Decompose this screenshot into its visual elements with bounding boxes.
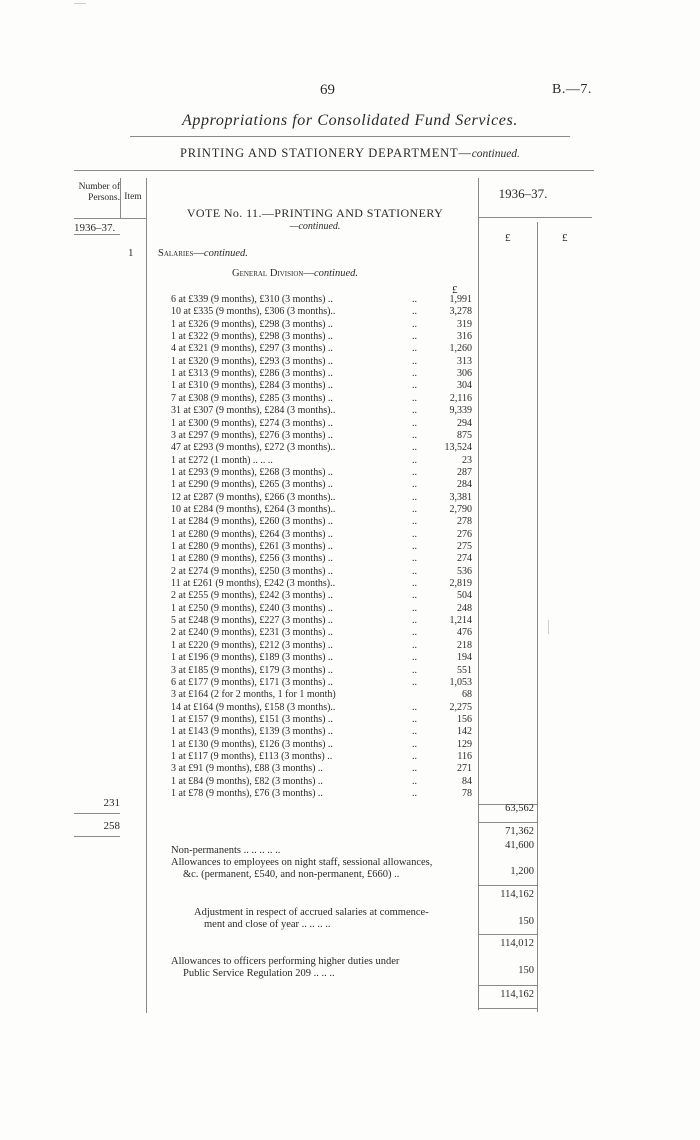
salary-row-description: 1 at £300 (9 months), £274 (3 months) .. [171,418,333,429]
salary-row-description: 1 at £117 (9 months), £113 (3 months) .. [171,751,333,762]
salary-row-leader: .. [412,652,417,663]
salary-row-amount: 156 [457,714,472,725]
salary-row-description: 1 at £280 (9 months), £256 (3 months) .. [171,553,333,564]
final-total-rule [478,985,537,986]
salary-row-leader: .. [412,726,417,737]
salary-row-amount: 2,790 [449,504,472,515]
salary-row-leader: .. [412,627,417,638]
division-continued: continued. [313,268,358,279]
salary-row-amount: 3,278 [449,306,472,317]
salary-row-description: 3 at £297 (9 months), £276 (3 months) .. [171,430,333,441]
salary-row-description: 4 at £321 (9 months), £297 (3 months) .. [171,343,333,354]
salary-row-leader: .. [412,529,417,540]
persons-year-rule [74,234,120,235]
higher-duties-amount: 150 [518,965,534,976]
title-rule [130,136,570,137]
salary-row-amount: 9,339 [449,405,472,416]
salary-row-amount: 278 [457,516,472,527]
salary-row-amount: 3,381 [449,492,472,503]
salary-row-leader: .. [412,479,417,490]
final-total-bottom-rule [478,1008,537,1009]
item-number: 1 [128,247,134,259]
allowances-line-2: &c. (permanent, £540, and non-permanent, £660) .. [183,869,400,880]
vote-heading [150,207,480,233]
salary-row-description: 5 at £248 (9 months), £227 (3 months) .. [171,615,333,626]
salary-row-amount: 275 [457,541,472,552]
item-column-header: Item [124,192,142,202]
salary-row-amount: 476 [457,627,472,638]
salary-row-leader: .. [412,553,417,564]
running-total-1: 71,362 [505,826,534,837]
salary-row-leader: .. [412,665,417,676]
salary-row-leader: .. [412,368,417,379]
year-column-header: 1936–37. [498,186,548,201]
division-label: General Division— [232,268,314,279]
currency-symbol-col2: £ [562,232,568,244]
salary-row-amount: 287 [457,467,472,478]
salary-row-description: 1 at £220 (9 months), £212 (3 months) .. [171,640,333,651]
adjustment-line-1: Adjustment in respect of accrued salaries at commence- [194,907,429,918]
total-rule-2 [478,885,537,886]
salary-row-leader: .. [412,578,417,589]
salary-row-leader: .. [412,615,417,626]
salary-row-leader: .. [412,319,417,330]
salaries-continued: continued. [203,248,248,259]
vote-continued: —continued. [289,221,341,232]
header-top-rule [74,170,594,171]
item-desc-divider [146,178,147,1013]
department-continued: continued. [471,148,520,160]
document-reference: B.—7. [552,82,592,97]
allowances-amount: 1,200 [510,866,534,877]
total-rule-3 [478,934,537,935]
salary-row-leader: .. [412,343,417,354]
final-total: 114,162 [500,989,534,1000]
salary-row-description: 2 at £274 (9 months), £250 (3 months) .. [171,566,333,577]
salary-row-description: 1 at £78 (9 months), £76 (3 months) .. [171,788,323,799]
salary-row-amount: 313 [457,356,472,367]
persons-header-rule [74,218,146,219]
persons-column-header: Number of Persons. [78,182,120,203]
salary-row-leader: .. [412,566,417,577]
salary-row-description: 3 at £164 (2 for 2 months, 1 for 1 month) [171,689,336,700]
salary-row-amount: 218 [457,640,472,651]
salary-row-leader: .. [412,492,417,503]
salary-row-amount: 276 [457,529,472,540]
persons-total: 258 [103,820,120,832]
salary-row-amount: 68 [462,689,472,700]
year-header-rule [478,217,592,218]
adjustment-amount: 150 [518,916,534,927]
salary-row-description: 3 at £91 (9 months), £88 (3 months) .. [171,763,323,774]
salary-row-leader: .. [412,306,417,317]
running-total-2: 114,162 [500,889,534,900]
salary-row-amount: 306 [457,368,472,379]
allowances-line-1: Allowances to employees on night staff, sessional allowances, [171,857,433,868]
salary-row-leader: .. [412,455,417,466]
salary-row-amount: 142 [457,726,472,737]
salary-row-amount: 116 [457,751,472,762]
page-number: 69 [320,82,335,98]
total-rule-1 [478,822,537,823]
salary-row-amount: 294 [457,418,472,429]
salary-row-amount: 248 [457,603,472,614]
salary-row-description: 1 at £320 (9 months), £293 (3 months) .. [171,356,333,367]
salary-row-description: 2 at £255 (9 months), £242 (3 months) .. [171,590,333,601]
salary-row-leader: .. [412,640,417,651]
salary-row-leader: .. [412,380,417,391]
salary-row-description: 12 at £287 (9 months), £266 (3 months).. [171,492,336,503]
salary-row-description: 6 at £339 (9 months), £310 (3 months) .. [171,294,333,305]
salary-row-amount: 2,819 [449,578,472,589]
salary-row-leader: .. [412,516,417,527]
currency-symbol-col1: £ [505,232,511,244]
salary-row-leader: .. [412,751,417,762]
salary-row-description: 1 at £310 (9 months), £284 (3 months) .. [171,380,333,391]
salary-row-description: 1 at £272 (1 month) .. .. .. [171,455,273,466]
salary-row-leader: .. [412,788,417,799]
non-permanents-label: Non-permanents .. .. .. .. .. [171,845,281,856]
salary-row-description: 1 at £250 (9 months), £240 (3 months) .. [171,603,333,614]
salary-row-description: 1 at £313 (9 months), £286 (3 months) .. [171,368,333,379]
salary-row-leader: .. [412,776,417,787]
salary-row-amount: 84 [462,776,472,787]
vote-title: VOTE No. 11.—PRINTING AND STATIONERY [186,206,444,220]
salaries-heading [158,248,248,259]
amount-subtotal: 63,562 [505,803,534,814]
salary-row-description: 1 at £280 (9 months), £264 (3 months) .. [171,529,333,540]
amount-col-divider [537,222,538,1012]
salary-row-leader: .. [412,677,417,688]
persons-subtotal: 231 [103,797,120,809]
salary-row-description: 1 at £84 (9 months), £82 (3 months) .. [171,776,323,787]
salary-row-leader: .. [412,603,417,614]
salary-row-description: 3 at £185 (9 months), £179 (3 months) .. [171,665,333,676]
salary-row-leader: .. [412,504,417,515]
adjustment-line-2: ment and close of year .. .. .. .. [204,919,331,930]
salary-row-leader: .. [412,294,417,305]
persons-year-label: 1936–37. [74,222,116,234]
salary-row-leader: .. [412,702,417,713]
higher-duties-line-1: Allowances to officers performing higher duties under [171,956,400,967]
salary-row-amount: 194 [457,652,472,663]
department-heading [0,146,700,161]
salary-row-description: 1 at £284 (9 months), £260 (3 months) .. [171,516,333,527]
salary-row-description: 1 at £157 (9 months), £151 (3 months) .. [171,714,333,725]
salary-row-description: 2 at £240 (9 months), £231 (3 months) .. [171,627,333,638]
salary-row-description: 10 at £335 (9 months), £306 (3 months).. [171,306,336,317]
salary-row-amount: 504 [457,590,472,601]
salary-row-leader: .. [412,541,417,552]
salary-row-amount: 284 [457,479,472,490]
salary-row-amount: 2,116 [449,393,472,404]
salary-row-amount: 129 [457,739,472,750]
salary-row-amount: 2,275 [449,702,472,713]
higher-duties-line-2: Public Service Regulation 209 .. .. .. [183,968,335,979]
non-permanents-amount: 41,600 [505,840,534,851]
salary-row-amount: 23 [462,455,472,466]
salary-row-leader: .. [412,331,417,342]
persons-total-rule-top [74,813,120,814]
salary-row-leader: .. [412,442,417,453]
salary-row-leader: .. [412,418,417,429]
salary-row-amount: 1,260 [449,343,472,354]
salary-row-description: 1 at £290 (9 months), £265 (3 months) .. [171,479,333,490]
salary-row-description: 1 at £326 (9 months), £298 (3 months) .. [171,319,333,330]
salary-row-description: 1 at £293 (9 months), £268 (3 months) .. [171,467,333,478]
salary-row-amount: 13,524 [444,442,472,453]
persons-total-rule-bottom [74,836,120,837]
salary-row-description: 1 at £143 (9 months), £139 (3 months) .. [171,726,333,737]
salary-row-leader: .. [412,467,417,478]
salary-row-description: 7 at £308 (9 months), £285 (3 months) .. [171,393,333,404]
salary-row-amount: 1,991 [449,294,472,305]
salary-row-leader: .. [412,405,417,416]
salary-row-leader: .. [412,739,417,750]
salary-row-leader: .. [412,590,417,601]
salary-row-description: 1 at £322 (9 months), £298 (3 months) .. [171,331,333,342]
general-division-heading [232,268,358,279]
salary-row-description: 6 at £177 (9 months), £171 (3 months) .. [171,677,333,688]
scan-mark [74,3,86,4]
salary-row-amount: 319 [457,319,472,330]
salary-row-amount: 271 [457,763,472,774]
salary-row-amount: 1,053 [449,677,472,688]
salary-row-description: 10 at £284 (9 months), £264 (3 months).. [171,504,336,515]
page-title: Appropriations for Consolidated Fund Services. [182,112,518,129]
salary-row-leader: .. [412,763,417,774]
salary-row-description: 31 at £307 (9 months), £284 (3 months).. [171,405,336,416]
salary-row-description: 1 at £130 (9 months), £126 (3 months) .. [171,739,333,750]
salary-row-leader: .. [412,714,417,725]
salary-row-amount: 304 [457,380,472,391]
running-total-3: 114,012 [500,938,534,949]
salary-row-amount: 536 [457,566,472,577]
salary-row-description: 14 at £164 (9 months), £158 (3 months).. [171,702,336,713]
department-name: PRINTING AND STATIONERY DEPARTMENT— [180,146,472,160]
scan-mark [548,620,549,634]
salary-row-description: 1 at £196 (9 months), £189 (3 months) .. [171,652,333,663]
salary-row-amount: 875 [457,430,472,441]
salary-row-leader: .. [412,356,417,367]
salaries-label: Salaries— [158,248,204,259]
salary-row-leader: .. [412,430,417,441]
salary-row-description: 47 at £293 (9 months), £272 (3 months).. [171,442,336,453]
salary-row-amount: 316 [457,331,472,342]
amount-currency-symbol: £ [452,284,458,296]
salary-row-amount: 1,214 [449,615,472,626]
salary-row-description: 1 at £280 (9 months), £261 (3 months) .. [171,541,333,552]
salary-row-leader: .. [412,393,417,404]
salary-row-amount: 78 [462,788,472,799]
salary-row-amount: 274 [457,553,472,564]
salary-row-description: 11 at £261 (9 months), £242 (3 months).. [171,578,336,589]
salary-row-amount: 551 [457,665,472,676]
